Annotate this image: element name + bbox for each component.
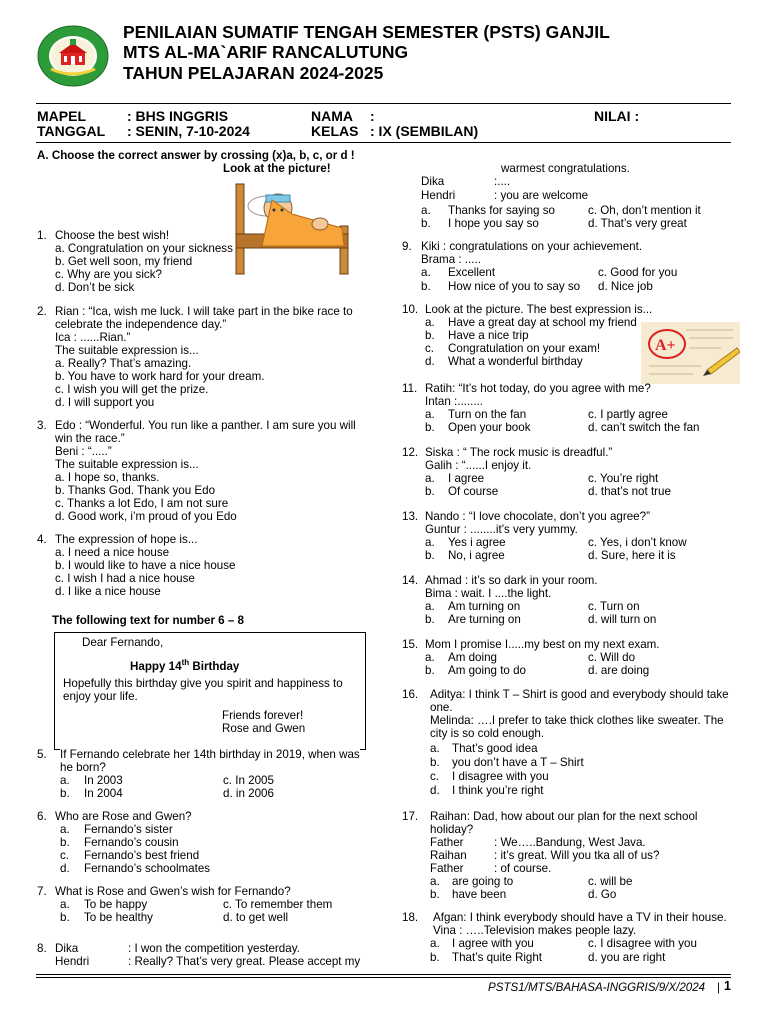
question-3-option-c[interactable]: c. Thanks a lot Edo, I am not sure — [55, 497, 229, 510]
question-5-option-a[interactable]: In 2003 — [84, 774, 123, 787]
question-9-option-b[interactable]: How nice of you to say so — [448, 280, 581, 293]
question-16-option-b[interactable]: you don’t have a T – Shirt — [452, 756, 584, 769]
question-10-text: Look at the picture. The best expression is... — [425, 303, 653, 316]
question-2-text-3: Ica : ......Rian.” — [55, 331, 131, 344]
question-17-number: 17. — [402, 810, 419, 823]
academic-year: TAHUN PELAJARAN 2024-2025 — [123, 63, 384, 83]
question-17-raihan: Raihan — [430, 849, 467, 862]
question-14-option-a[interactable]: Am turning on — [448, 600, 521, 613]
letter-closing: Friends forever! — [222, 709, 304, 722]
question-7-option-b[interactable]: To be healthy — [84, 911, 153, 924]
question-13-option-b-letter: b. — [425, 549, 435, 562]
question-18-number: 18. — [402, 911, 419, 924]
letter-body-1: Hopefully this birthday give you spirit and happiness to — [63, 677, 343, 690]
question-11-text: Ratih: “It’s hot today, do you agree with me? — [425, 382, 651, 395]
question-15-number: 15. — [402, 638, 419, 651]
question-13-option-d[interactable]: d. Sure, here it is — [588, 549, 676, 562]
question-17-father-line-2: : of course. — [494, 862, 552, 875]
question-13-option-c[interactable]: c. Yes, i don’t know — [588, 536, 687, 549]
question-6-option-c[interactable]: Fernando’s best friend — [84, 849, 200, 862]
letter-signature: Rose and Gwen — [222, 722, 306, 735]
question-16-text-4: city is so cold enough. — [430, 727, 545, 740]
question-5-option-a-letter: a. — [60, 774, 70, 787]
question-3-option-d[interactable]: d. Good work, i’m proud of you Edo — [55, 510, 237, 523]
question-6-text: Who are Rose and Gwen? — [55, 810, 192, 823]
question-9-text: Kiki : congratulations on your achievement. — [421, 240, 643, 253]
question-18-text-2: Vina : …..Television makes people lazy. — [433, 924, 637, 937]
question-6-option-a-letter: a. — [60, 823, 70, 836]
question-10-option-b-letter: b. — [425, 329, 435, 342]
question-8-number: 8. — [37, 942, 47, 955]
question-18-option-d[interactable]: d. you are right — [588, 951, 666, 964]
question-15-option-d[interactable]: d. are doing — [588, 664, 650, 677]
footer-separator: | — [717, 981, 721, 994]
question-18-option-b-letter: b. — [430, 951, 440, 964]
question-16-option-b-letter: b. — [430, 756, 440, 769]
question-17-option-b[interactable]: have been — [452, 888, 507, 901]
question-8-option-c[interactable]: c. Oh, don’t mention it — [588, 204, 701, 217]
question-2-number: 2. — [37, 305, 47, 318]
question-1-text: Choose the best wish! — [55, 229, 170, 242]
question-12-option-d[interactable]: d. that’s not true — [588, 485, 671, 498]
question-8-hendri: Hendri — [421, 189, 456, 202]
question-10-option-d[interactable]: What a wonderful birthday — [448, 355, 583, 368]
question-13-text: Nando : “I love chocolate, don’t you agree?” — [425, 510, 650, 523]
question-4-option-a[interactable]: a. I need a nice house — [55, 546, 170, 559]
question-17-father-2: Father — [430, 862, 464, 875]
question-16-text: Aditya: I think T – Shirt is good and everybody should take — [430, 688, 729, 701]
question-3-text: Edo : “Wonderful. You run like a panther. I am sure you will — [55, 419, 356, 432]
question-12-text-2: Galih : “......I enjoy it. — [425, 459, 532, 472]
question-2-option-c[interactable]: c. I wish you will get the prize. — [55, 383, 209, 396]
question-9-option-c[interactable]: c. Good for you — [598, 266, 678, 279]
question-17-father-line-1: : We…..Bandung, West Java. — [494, 836, 646, 849]
question-9-option-d[interactable]: d. Nice job — [598, 280, 653, 293]
question-2-text-2: celebrate the independence day.” — [55, 318, 227, 331]
question-14-number: 14. — [402, 574, 419, 587]
school-name: MTS AL-MA`ARIF RANCALUTUNG — [123, 42, 409, 62]
question-17-father-1: Father — [430, 836, 464, 849]
question-3-option-a[interactable]: a. I hope so, thanks. — [55, 471, 160, 484]
question-16-option-a-letter: a. — [430, 742, 440, 755]
question-4-option-c[interactable]: c. I wish I had a nice house — [55, 572, 195, 585]
question-14-option-c[interactable]: c. Turn on — [588, 600, 640, 613]
look-at-picture: Look at the picture! — [223, 162, 331, 175]
header-rule-bottom — [36, 142, 731, 143]
question-6-number: 6. — [37, 810, 47, 823]
question-11-number: 11. — [402, 382, 418, 395]
question-5-option-c[interactable]: c. In 2005 — [223, 774, 274, 787]
question-8-option-b[interactable]: I hope you say so — [448, 217, 539, 230]
footer-rule-1 — [36, 974, 731, 975]
question-17-option-a[interactable]: are going to — [452, 875, 514, 888]
question-7-number: 7. — [37, 885, 47, 898]
question-16-option-d-letter: d. — [430, 784, 440, 797]
question-5-option-b[interactable]: In 2004 — [84, 787, 123, 800]
graded-exam-picture — [641, 322, 740, 384]
question-17-text-2: holiday? — [430, 823, 474, 836]
question-16-option-a[interactable]: That’s good idea — [452, 742, 538, 755]
question-2-option-b[interactable]: b. You have to work hard for your dream. — [55, 370, 265, 383]
question-5-number: 5. — [37, 748, 47, 761]
question-8-line-2: : Really? That’s very great. Please accept my — [128, 955, 361, 968]
question-18-option-a[interactable]: I agree with you — [452, 937, 534, 950]
question-4-option-b[interactable]: b. I would like to have a nice house — [55, 559, 236, 572]
question-4-number: 4. — [37, 533, 47, 546]
question-5-option-b-letter: b. — [60, 787, 70, 800]
question-7-option-b-letter: b. — [60, 911, 70, 924]
question-8-option-d[interactable]: d. That’s very great — [588, 217, 687, 230]
question-18-option-c[interactable]: c. I disagree with you — [588, 937, 697, 950]
question-17-option-c[interactable]: c. will be — [588, 875, 633, 888]
question-9-text-2: Brama : ..... — [421, 253, 481, 266]
question-16-text-3: Melinda: ….I prefer to take thick clothes like sweater. The — [430, 714, 724, 727]
question-8-option-a[interactable]: Thanks for saying so — [448, 204, 555, 217]
question-11-text-2: Intan :........ — [425, 395, 483, 408]
nama-label: NAMA — [311, 108, 353, 124]
question-8-dika-line: :.... — [494, 175, 511, 188]
question-15-option-a-letter: a. — [425, 651, 435, 664]
question-4-text: The expression of hope is... — [55, 533, 198, 546]
question-12-text: Siska : “ The rock music is dreadful.” — [425, 446, 613, 459]
question-15-text: Mom I promise I.....my best on my next exam. — [425, 638, 660, 651]
letter-title: Happy 14th Birthday — [130, 658, 240, 673]
question-1-option-a[interactable]: a. Congratulation on your sickness — [55, 242, 233, 255]
question-7-option-d[interactable]: d. to get well — [223, 911, 289, 924]
sick-child-illustration — [232, 176, 352, 280]
question-11-option-a-letter: a. — [425, 408, 435, 421]
nama-value: : — [370, 108, 375, 124]
question-14-option-a-letter: a. — [425, 600, 435, 613]
footer-document-code: PSTS1/MTS/BAHASA-INGGRIS/9/X/2024 — [488, 981, 706, 994]
question-14-option-b-letter: b. — [425, 613, 435, 626]
question-3-number: 3. — [37, 419, 47, 432]
question-9-option-b-letter: b. — [421, 280, 431, 293]
letter-greeting: Dear Fernando, — [82, 636, 164, 649]
question-8-option-b-letter: b. — [421, 217, 431, 230]
question-16-number: 16. — [402, 688, 419, 701]
question-12-option-a[interactable]: I agree — [448, 472, 485, 485]
nilai-label: NILAI : — [594, 108, 640, 124]
question-5-option-d[interactable]: d. in 2006 — [223, 787, 274, 800]
tanggal-label: TANGGAL — [37, 123, 106, 139]
question-1-option-d[interactable]: d. Don’t be sick — [55, 281, 135, 294]
question-6-option-b[interactable]: Fernando’s cousin — [84, 836, 179, 849]
question-10-option-c-letter: c. — [425, 342, 435, 355]
question-18-option-b[interactable]: That’s quite Right — [452, 951, 543, 964]
question-13-option-a-letter: a. — [425, 536, 435, 549]
question-2-option-a[interactable]: a. Really? That’s amazing. — [55, 357, 192, 370]
question-16-option-c[interactable]: I disagree with you — [452, 770, 549, 783]
question-6-option-b-letter: b. — [60, 836, 70, 849]
question-13-option-b[interactable]: No, i agree — [448, 549, 505, 562]
mapel-value: : BHS INGGRIS — [127, 108, 229, 124]
kelas-label: KELAS — [311, 123, 359, 139]
question-10-option-c[interactable]: Congratulation on your exam! — [448, 342, 601, 355]
question-10-option-a-letter: a. — [425, 316, 435, 329]
question-11-option-b[interactable]: Open your book — [448, 421, 531, 434]
question-6-option-d-letter: d. — [60, 862, 70, 875]
question-16-text-2: one. — [430, 701, 453, 714]
question-13-text-2: Guntur : ........it’s very yummy. — [425, 523, 578, 536]
letter-body-2: enjoy your life. — [63, 690, 138, 703]
question-10-option-d-letter: d. — [425, 355, 435, 368]
question-18-option-a-letter: a. — [430, 937, 440, 950]
question-12-option-c[interactable]: c. You’re right — [588, 472, 659, 485]
question-10-number: 10. — [402, 303, 419, 316]
question-3-text-3: Beni : “.....” — [55, 445, 112, 458]
question-5-text-2: he born? — [60, 761, 106, 774]
footer-rule-2 — [36, 977, 731, 978]
question-2-text-4: The suitable expression is... — [55, 344, 199, 357]
question-18-text: Afgan: I think everybody should have a TV in their house. — [433, 911, 727, 924]
question-10-option-a[interactable]: Have a great day at school my friend — [448, 316, 637, 329]
question-8-continued: warmest congratulations. — [501, 162, 630, 175]
question-14-option-d[interactable]: d. will turn on — [588, 613, 657, 626]
question-8-line-1: : I won the competition yesterday. — [128, 942, 300, 955]
question-16-option-c-letter: c. — [430, 770, 440, 783]
question-1-option-b[interactable]: b. Get well soon, my friend — [55, 255, 193, 268]
question-11-option-d[interactable]: d. can’t switch the fan — [588, 421, 700, 434]
question-14-text-2: Bima : wait. I ....the light. — [425, 587, 552, 600]
question-12-option-b-letter: b. — [425, 485, 435, 498]
question-6-option-c-letter: c. — [60, 849, 70, 862]
question-17-option-b-letter: b. — [430, 888, 440, 901]
question-7-option-a[interactable]: To be happy — [84, 898, 148, 911]
question-17-text: Raihan: Dad, how about our plan for the next school — [430, 810, 698, 823]
question-16-option-d[interactable]: I think you’re right — [452, 784, 544, 797]
question-8-hendri-line: : you are welcome — [494, 189, 589, 202]
reading-text-heading: The following text for number 6 – 8 — [52, 614, 244, 627]
kelas-value: : IX (SEMBILAN) — [370, 123, 479, 139]
question-12-option-b[interactable]: Of course — [448, 485, 499, 498]
tanggal-value: : SENIN, 7-10-2024 — [127, 123, 250, 139]
question-3-text-2: win the race.” — [55, 432, 125, 445]
question-17-raihan-line: : it’s great. Will you tka all of us? — [494, 849, 660, 862]
question-15-option-b-letter: b. — [425, 664, 435, 677]
section-instruction: A. Choose the correct answer by crossing (x)a, b, c, or d ! — [37, 149, 355, 162]
question-11-option-a[interactable]: Turn on the fan — [448, 408, 527, 421]
question-7-text: What is Rose and Gwen’s wish for Fernando? — [55, 885, 291, 898]
question-17-option-d[interactable]: d. Go — [588, 888, 617, 901]
question-12-number: 12. — [402, 446, 419, 459]
question-15-option-a[interactable]: Am doing — [448, 651, 497, 664]
question-9-option-a-letter: a. — [421, 266, 431, 279]
question-2-option-d[interactable]: d. I will support you — [55, 396, 155, 409]
question-3-option-b[interactable]: b. Thanks God. Thank you Edo — [55, 484, 216, 497]
question-8-option-a-letter: a. — [421, 204, 431, 217]
question-14-option-b[interactable]: Are turning on — [448, 613, 521, 626]
question-4-option-d[interactable]: d. I like a nice house — [55, 585, 161, 598]
question-1-number: 1. — [37, 229, 47, 242]
footer-page-number: 1 — [724, 979, 731, 993]
question-8-speaker-2: Hendri — [55, 955, 90, 968]
question-15-option-c[interactable]: c. Will do — [588, 651, 636, 664]
question-11-option-b-letter: b. — [425, 421, 435, 434]
question-13-number: 13. — [402, 510, 419, 523]
question-14-text: Ahmad : it’s so dark in your room. — [425, 574, 598, 587]
question-15-option-b[interactable]: Am going to do — [448, 664, 526, 677]
question-9-option-a[interactable]: Excellent — [448, 266, 496, 279]
question-2-text: Rian : “Ica, wish me luck. I will take part in the bike race to — [55, 305, 353, 318]
question-3-text-4: The suitable expression is... — [55, 458, 199, 471]
question-9-number: 9. — [402, 240, 412, 253]
grade-mark: A+ — [655, 337, 676, 354]
mapel-label: MAPEL — [37, 108, 86, 124]
question-1-option-c[interactable]: c. Why are you sick? — [55, 268, 162, 281]
question-5-text: If Fernando celebrate her 14th birthday in 2019, when was — [60, 748, 360, 761]
question-7-option-c[interactable]: c. To remember them — [223, 898, 333, 911]
question-6-option-d[interactable]: Fernando’s schoolmates — [84, 862, 211, 875]
question-7-option-a-letter: a. — [60, 898, 70, 911]
exam-title: PENILAIAN SUMATIF TENGAH SEMESTER (PSTS) GANJIL — [123, 22, 610, 42]
question-6-option-a[interactable]: Fernando’s sister — [84, 823, 173, 836]
header-rule-top — [36, 103, 731, 104]
question-13-option-a[interactable]: Yes i agree — [448, 536, 506, 549]
question-17-option-a-letter: a. — [430, 875, 440, 888]
question-8-dika: Dika — [421, 175, 445, 188]
question-11-option-c[interactable]: c. I partly agree — [588, 408, 668, 421]
question-12-option-a-letter: a. — [425, 472, 435, 485]
question-8-speaker-1: Dika — [55, 942, 79, 955]
question-10-option-b[interactable]: Have a nice trip — [448, 329, 529, 342]
school-logo — [37, 25, 109, 87]
